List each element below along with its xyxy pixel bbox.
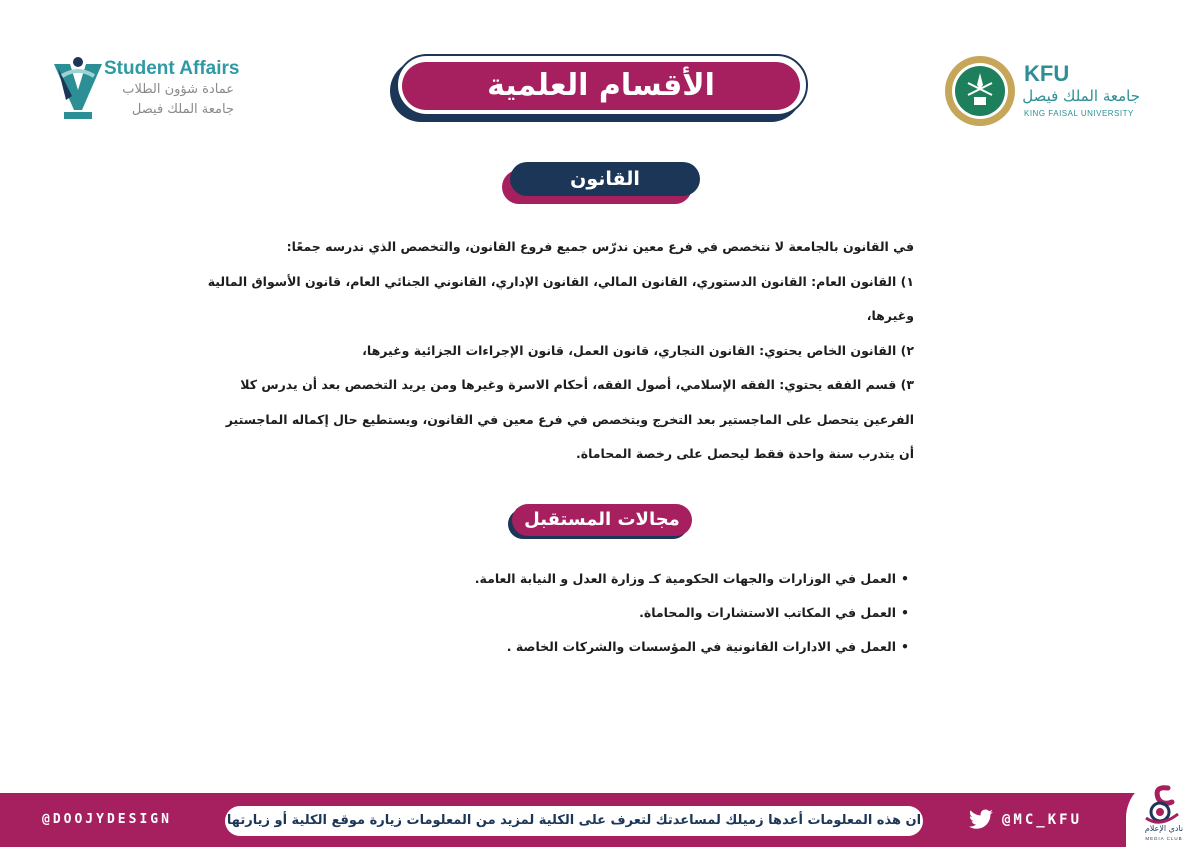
design-credit: @DOOJYDESIGN: [42, 812, 172, 827]
law-paragraph: الفرعين يتحصل على الماجستير بعد التخرج ويتخصص في فرع معين في القانون، ويستطيع حال إكماله الماجستير: [225, 411, 914, 427]
list-item-text: العمل في المكاتب الاستشارات والمحاماة.: [639, 605, 896, 620]
list-item: [480, 596, 914, 630]
law-paragraph: في القانون بالجامعة لا نتخصص في فرع معين ندرّس جميع فروع القانون، والتخصص الذي ندرسه جمعًا:: [286, 239, 914, 254]
student-affairs-deanship: عمادة شؤون الطلاب: [122, 82, 234, 97]
bullet-icon: •: [901, 639, 909, 654]
footer-bar: [0, 793, 1200, 847]
student-affairs-title: Student Affairs: [104, 58, 240, 79]
student-affairs-logo-icon: [52, 56, 104, 122]
media-club-logo-icon: [1138, 784, 1188, 824]
media-club-logo: [1126, 778, 1200, 847]
law-paragraph: ١) القانون العام: القانون الدستوري، القانون المالي، القانون الإداري، القانوني الجنائي العام، قانون الأسواق المالية: [207, 273, 914, 289]
future-careers-list: [474, 562, 914, 664]
media-club-arabic: نادي الإعلام: [1144, 824, 1184, 833]
kfu-english-name: KING FAISAL UNIVERSITY: [1024, 109, 1134, 118]
kfu-logo: [944, 55, 1144, 127]
student-affairs-university: جامعة الملك فيصل: [131, 102, 234, 117]
main-title-banner: [390, 54, 812, 130]
media-club-english: MEDIA CLUB: [1145, 836, 1183, 841]
future-section-heading: [508, 504, 698, 544]
law-paragraph: ٣) قسم الفقه يحتوي: الفقه الإسلامي، أصول الفقه، أحكام الاسرة وغيرها ومن يريد التخصص بعد أن يدرس كلا: [240, 377, 914, 392]
list-item-text: العمل في الادارات القانونية في المؤسسات والشركات الخاصة .: [506, 639, 896, 654]
bullet-icon: •: [901, 571, 909, 586]
law-description: [207, 230, 914, 472]
list-item: [480, 630, 914, 664]
kfu-seal-icon: [944, 55, 1016, 127]
future-heading-label: مجالات المستقبل: [512, 504, 692, 536]
kfu-arabic-name: جامعة الملك فيصل: [1022, 87, 1140, 105]
page-title: الأقسام العلمية: [402, 62, 800, 110]
law-paragraph: أن يتدرب سنة واحدة فقط ليحصل على رخصة المحاماة.: [575, 446, 914, 461]
law-paragraph: ٢) القانون الخاص يحتوي: القانون التجاري، قانون العمل، قانون الإجراءات الجزائية وغيرها،: [362, 342, 914, 358]
twitter-handle-text: @MC_KFU: [1002, 812, 1083, 828]
law-paragraph: وغيرها،: [866, 308, 914, 323]
list-item: [474, 562, 914, 596]
law-section-heading: [502, 162, 702, 206]
student-affairs-logo: [52, 52, 242, 124]
bullet-icon: •: [901, 605, 909, 620]
footer-notice: ان هذه المعلومات أعدها زميلك لمساعدتك لتعرف على الكلية لمزيد من المعلومات زيارة موقع الكلية أو زيارتها: [225, 806, 923, 836]
twitter-handle-link[interactable]: [968, 793, 1082, 847]
law-heading-label: القانون: [510, 162, 700, 196]
list-item-text: العمل في الوزارات والجهات الحكومية كـ وزارة العدل و النيابة العامة.: [474, 571, 896, 586]
kfu-abbreviation: KFU: [1024, 61, 1070, 86]
twitter-icon: [968, 809, 994, 831]
